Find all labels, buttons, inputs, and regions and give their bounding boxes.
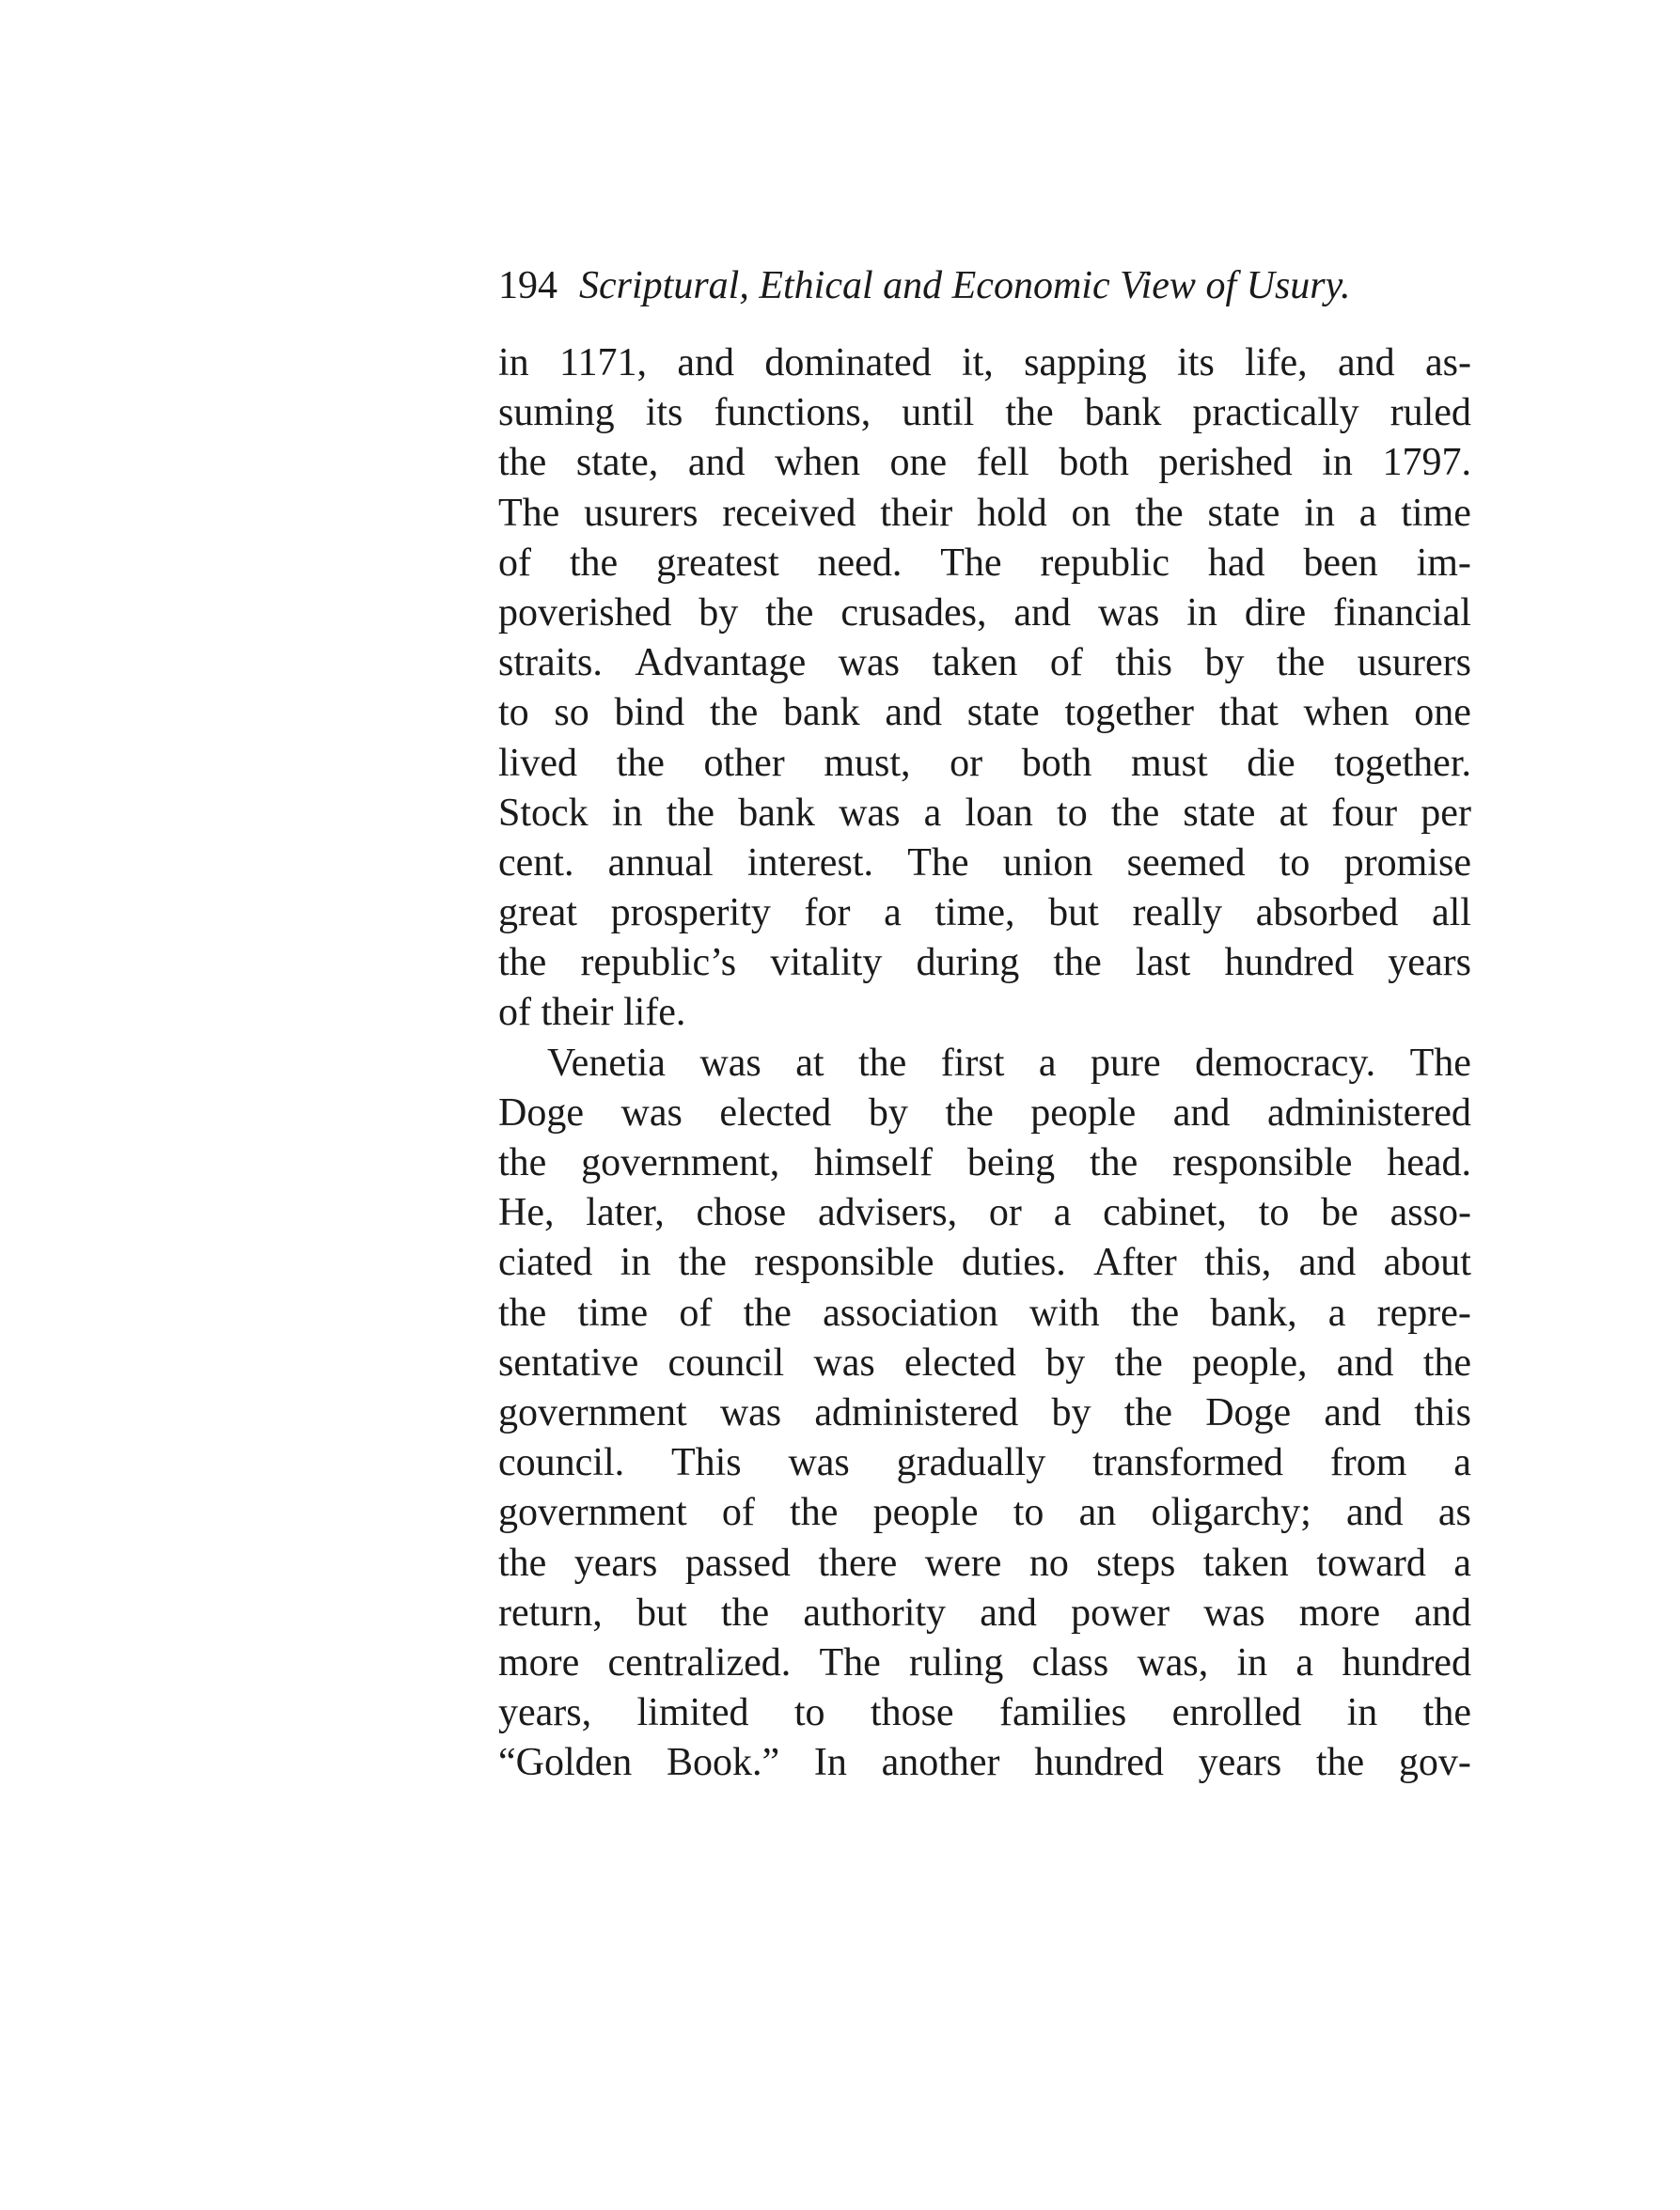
word: passed — [684, 1541, 791, 1585]
word: in — [1304, 491, 1335, 535]
word: was — [788, 1441, 850, 1485]
word: first — [940, 1041, 1005, 1085]
word: the — [743, 1291, 792, 1335]
text-line — [498, 1388, 1471, 1438]
word: state — [1207, 491, 1280, 535]
word: fell — [976, 441, 1029, 485]
word: the — [1089, 1141, 1138, 1184]
text-line — [498, 1438, 1471, 1488]
word: the — [616, 741, 665, 785]
word: by — [699, 590, 739, 635]
word: Advantage — [635, 641, 807, 685]
word: with — [1029, 1291, 1100, 1335]
word: must — [1131, 741, 1208, 785]
text-line — [498, 1638, 1471, 1688]
word: “Golden — [498, 1741, 633, 1785]
word: really — [1132, 891, 1223, 935]
word: himself — [814, 1141, 934, 1184]
word: the — [1422, 1691, 1471, 1735]
word: of — [1049, 641, 1083, 685]
word: of — [721, 1491, 755, 1535]
word: the — [1315, 1741, 1365, 1785]
word: administered — [1266, 1090, 1471, 1135]
word: in — [1322, 441, 1353, 485]
word: limited — [636, 1691, 749, 1735]
word: 1797. — [1382, 441, 1471, 485]
word: bank — [738, 791, 815, 835]
word: its — [645, 391, 683, 435]
word: bank, — [1210, 1291, 1297, 1335]
word: loan — [965, 791, 1033, 835]
word: a — [1327, 1291, 1346, 1335]
word: all — [1431, 891, 1471, 935]
word: advisers, — [817, 1191, 958, 1235]
text-line — [498, 438, 1471, 488]
word: poverished — [498, 590, 672, 635]
text-line — [498, 1688, 1471, 1738]
word: dominated — [764, 341, 932, 384]
word: crusades, — [840, 590, 987, 635]
word: to — [1057, 791, 1088, 835]
word: be — [1321, 1191, 1358, 1235]
word: by — [1204, 641, 1245, 685]
word: the — [678, 1241, 727, 1285]
word: in — [1186, 590, 1217, 635]
word: the — [1110, 791, 1160, 835]
word: but — [636, 1591, 687, 1635]
word: responsible — [754, 1241, 934, 1285]
word: the — [498, 1141, 547, 1184]
word: and — [1324, 1390, 1382, 1434]
body-text — [498, 338, 1471, 1788]
word: the — [498, 1291, 547, 1335]
word: to — [1013, 1491, 1044, 1535]
word: and — [980, 1591, 1037, 1635]
word: later, — [586, 1191, 665, 1235]
word: elected — [904, 1340, 1016, 1385]
text-line — [498, 1089, 1471, 1138]
word: council. — [498, 1441, 625, 1485]
word: in — [611, 791, 643, 835]
word: or — [950, 741, 983, 785]
word: per — [1421, 791, 1471, 835]
word: and — [1346, 1491, 1404, 1535]
word: people, — [1192, 1340, 1308, 1385]
word: was — [838, 641, 900, 685]
word: on — [1071, 491, 1111, 535]
word: and — [677, 341, 734, 384]
text-line — [498, 388, 1471, 438]
word: the — [1276, 641, 1326, 685]
word: council — [667, 1340, 785, 1385]
word: sentative — [498, 1340, 639, 1385]
word: sapping — [1024, 341, 1147, 384]
word: The — [1409, 1041, 1471, 1085]
word: and — [1336, 1340, 1394, 1385]
text-line — [498, 1539, 1471, 1589]
word: republic’s — [580, 941, 737, 985]
word: The — [940, 541, 1002, 585]
text-line — [498, 338, 1471, 388]
word: the — [498, 441, 547, 485]
word: its — [1177, 341, 1215, 384]
word: being — [966, 1141, 1056, 1184]
word: this — [1414, 1390, 1471, 1434]
word: steps — [1096, 1541, 1176, 1585]
word: it, — [961, 341, 994, 384]
word: responsible — [1172, 1141, 1353, 1184]
word: a — [1053, 1191, 1072, 1235]
word: time, — [934, 891, 1015, 935]
word: association — [823, 1291, 998, 1335]
word: and — [885, 691, 942, 735]
word: years, — [498, 1691, 592, 1735]
word: ruled — [1390, 391, 1471, 435]
word: head. — [1387, 1141, 1471, 1184]
word: more — [498, 1640, 580, 1685]
word: absorbed — [1255, 891, 1399, 935]
word: the — [666, 791, 715, 835]
word: die — [1247, 741, 1295, 785]
word: people — [1030, 1090, 1137, 1135]
word: practically — [1192, 391, 1359, 435]
word: a — [884, 891, 902, 935]
word: years — [573, 1541, 658, 1585]
word: the — [858, 1041, 907, 1085]
word: as- — [1424, 341, 1471, 384]
word: this, — [1204, 1241, 1272, 1285]
word: there — [818, 1541, 898, 1585]
word: time — [577, 1291, 649, 1335]
word: in — [1236, 1640, 1268, 1685]
word: democracy. — [1195, 1041, 1376, 1085]
word: the — [498, 1541, 547, 1585]
word: He, — [498, 1191, 555, 1235]
word: In — [813, 1741, 847, 1785]
word: was — [699, 1041, 761, 1085]
text-line — [498, 789, 1471, 839]
word: centralized. — [607, 1640, 792, 1685]
word: to — [1258, 1191, 1290, 1235]
word: the — [569, 541, 619, 585]
word: oligarchy; — [1151, 1491, 1311, 1535]
word: a — [1453, 1541, 1471, 1585]
word: was — [620, 1090, 683, 1135]
text-line — [498, 638, 1471, 688]
word: government, — [581, 1141, 780, 1184]
word: elected — [719, 1090, 832, 1135]
word: usurers — [584, 491, 699, 535]
text-line — [498, 539, 1471, 588]
text-line — [498, 1339, 1471, 1388]
word: pure — [1091, 1041, 1161, 1085]
word: state, — [575, 441, 659, 485]
text-line — [498, 1188, 1471, 1238]
word: by — [868, 1090, 908, 1135]
word: when — [775, 441, 861, 485]
word: during — [916, 941, 1020, 985]
word: functions, — [714, 391, 871, 435]
word: government — [498, 1491, 687, 1535]
word: those — [870, 1691, 954, 1735]
word: the — [1130, 1291, 1180, 1335]
word: hundred — [1034, 1741, 1164, 1785]
word: one — [889, 441, 948, 485]
word: transformed — [1092, 1441, 1283, 1485]
word: the — [498, 941, 547, 985]
text-line — [498, 1138, 1471, 1188]
word: Book.” — [667, 1741, 780, 1785]
word: as — [1437, 1491, 1471, 1535]
word: the — [1422, 1340, 1471, 1385]
word: Venetia — [547, 1041, 666, 1085]
word: This — [670, 1441, 742, 1485]
word: years — [1198, 1741, 1282, 1785]
word: by — [1045, 1340, 1086, 1385]
word: together. — [1334, 741, 1471, 785]
text-line — [498, 888, 1471, 938]
word: a — [923, 791, 942, 835]
word: asso- — [1390, 1191, 1471, 1235]
text-line — [498, 688, 1471, 738]
page-header — [498, 258, 1476, 314]
word: but — [1048, 891, 1099, 935]
word: duties. — [961, 1241, 1066, 1285]
word: and — [687, 441, 746, 485]
text-line: of their life. — [498, 991, 686, 1035]
word: hundred — [1342, 1640, 1471, 1685]
word: in — [1346, 1691, 1378, 1735]
word: state — [966, 691, 1040, 735]
word: straits. — [498, 641, 603, 685]
word: had — [1207, 541, 1265, 585]
word: was — [719, 1390, 782, 1434]
text-line — [498, 938, 1471, 988]
word: annual — [607, 840, 714, 885]
word: taken — [1202, 1541, 1289, 1585]
word: ciated — [498, 1241, 593, 1285]
word: and — [1414, 1591, 1471, 1635]
word: government — [498, 1390, 687, 1434]
word: was — [1203, 1591, 1265, 1635]
word: and — [1298, 1241, 1357, 1285]
word: vitality — [770, 941, 883, 985]
word: The — [907, 840, 969, 885]
word: and — [1337, 341, 1395, 384]
word: people — [872, 1491, 979, 1535]
word: toward — [1316, 1541, 1426, 1585]
text-line — [498, 1589, 1471, 1638]
word: The — [498, 491, 560, 535]
word: four — [1331, 791, 1398, 835]
word: Stock — [498, 791, 589, 835]
word: bank — [1084, 391, 1162, 435]
word: last — [1135, 941, 1191, 985]
word: republic — [1040, 541, 1170, 585]
word: promise — [1343, 840, 1471, 885]
word: or — [988, 1191, 1022, 1235]
word: repre- — [1376, 1291, 1471, 1335]
word: were — [924, 1541, 1002, 1585]
word: hundred — [1224, 941, 1355, 985]
word: years — [1388, 941, 1471, 985]
word: dire — [1244, 590, 1307, 635]
word: hold — [977, 491, 1047, 535]
word: at — [1279, 791, 1308, 835]
word: great — [498, 891, 577, 935]
word: their — [880, 491, 953, 535]
word: that — [1218, 691, 1279, 735]
word: more — [1298, 1591, 1381, 1635]
word: Doge — [498, 1090, 584, 1135]
word: enrolled — [1171, 1691, 1302, 1735]
text-line — [498, 839, 1471, 888]
word: a — [1295, 1640, 1314, 1685]
word: received — [722, 491, 856, 535]
word: another — [881, 1741, 1000, 1785]
word: no — [1028, 1541, 1069, 1585]
word: Doge — [1205, 1390, 1292, 1434]
word: interest. — [746, 840, 873, 885]
word: in — [620, 1241, 652, 1285]
word: cent. — [498, 840, 574, 885]
text-line — [498, 1289, 1471, 1339]
word: After — [1093, 1241, 1177, 1285]
word: ruling — [909, 1640, 1004, 1685]
word: authority — [803, 1591, 947, 1635]
word: the — [1123, 1390, 1172, 1434]
word: state — [1183, 791, 1256, 835]
running-title: Scriptural, Ethical and Economic View of Usury. — [579, 264, 1351, 307]
word: suming — [498, 391, 615, 435]
word: of — [498, 541, 531, 585]
word: a — [1453, 1441, 1471, 1485]
word: the — [790, 1491, 839, 1535]
word: was — [813, 1340, 875, 1385]
word: seemed — [1126, 840, 1246, 885]
text-line — [498, 1238, 1471, 1288]
word: prosperity — [610, 891, 771, 935]
word: the — [1114, 1340, 1163, 1385]
word: taken — [932, 641, 1018, 685]
word: cabinet, — [1103, 1191, 1227, 1235]
word: bind — [614, 691, 685, 735]
word: about — [1383, 1241, 1471, 1285]
word: must, — [824, 741, 911, 785]
word: the — [765, 590, 814, 635]
text-line — [498, 1039, 1471, 1089]
word: life, — [1245, 341, 1308, 384]
text-line — [498, 1488, 1471, 1538]
word: a — [1038, 1041, 1057, 1085]
word: both — [1059, 441, 1129, 485]
paragraph-2 — [498, 1039, 1471, 1789]
word: 1171, — [559, 341, 647, 384]
word: The — [819, 1640, 881, 1685]
word: so — [554, 691, 589, 735]
word: families — [998, 1691, 1127, 1735]
word: was — [1097, 590, 1160, 635]
word: financial — [1333, 590, 1471, 635]
word: in — [498, 341, 529, 384]
word: im- — [1416, 541, 1471, 585]
word: was — [839, 791, 901, 835]
text-line — [498, 588, 1471, 638]
word: an — [1078, 1491, 1117, 1535]
paragraph-1 — [498, 338, 1471, 1039]
word: the — [720, 1591, 770, 1635]
word: lived — [498, 741, 577, 785]
word: the — [1005, 391, 1054, 435]
word: was, — [1137, 1640, 1209, 1685]
word: bank — [782, 691, 860, 735]
word: need. — [817, 541, 903, 585]
word: chose — [696, 1191, 787, 1235]
word: for — [804, 891, 851, 935]
word: to — [498, 691, 529, 735]
word: union — [1002, 840, 1093, 885]
word: a — [1358, 491, 1377, 535]
word: the — [1135, 491, 1184, 535]
word: at — [795, 1041, 824, 1085]
page-number: 194 — [498, 264, 557, 307]
word: gradually — [896, 1441, 1046, 1485]
word: until — [902, 391, 975, 435]
word: been — [1303, 541, 1378, 585]
text-line — [498, 739, 1471, 789]
word: of — [679, 1291, 713, 1335]
word: the — [945, 1090, 994, 1135]
word: to — [793, 1691, 825, 1735]
text-line — [498, 1738, 1471, 1788]
word: when — [1303, 691, 1390, 735]
word: both — [1021, 741, 1092, 785]
word: one — [1414, 691, 1471, 735]
word: gov- — [1398, 1741, 1471, 1785]
text-line — [498, 489, 1471, 539]
word: perished — [1158, 441, 1293, 485]
word: and — [1172, 1090, 1231, 1135]
word: from — [1329, 1441, 1407, 1485]
word: other — [703, 741, 785, 785]
word: this — [1115, 641, 1172, 685]
word: greatest — [656, 541, 779, 585]
word: class — [1031, 1640, 1109, 1685]
word: together — [1064, 691, 1195, 735]
word: power — [1071, 1591, 1170, 1635]
word: time — [1401, 491, 1471, 535]
word: by — [1051, 1390, 1091, 1434]
word: and — [1013, 590, 1072, 635]
word: to — [1279, 840, 1311, 885]
word: the — [1053, 941, 1102, 985]
word: return, — [498, 1591, 603, 1635]
word: usurers — [1357, 641, 1471, 685]
word: administered — [814, 1390, 1019, 1434]
word: the — [709, 691, 759, 735]
